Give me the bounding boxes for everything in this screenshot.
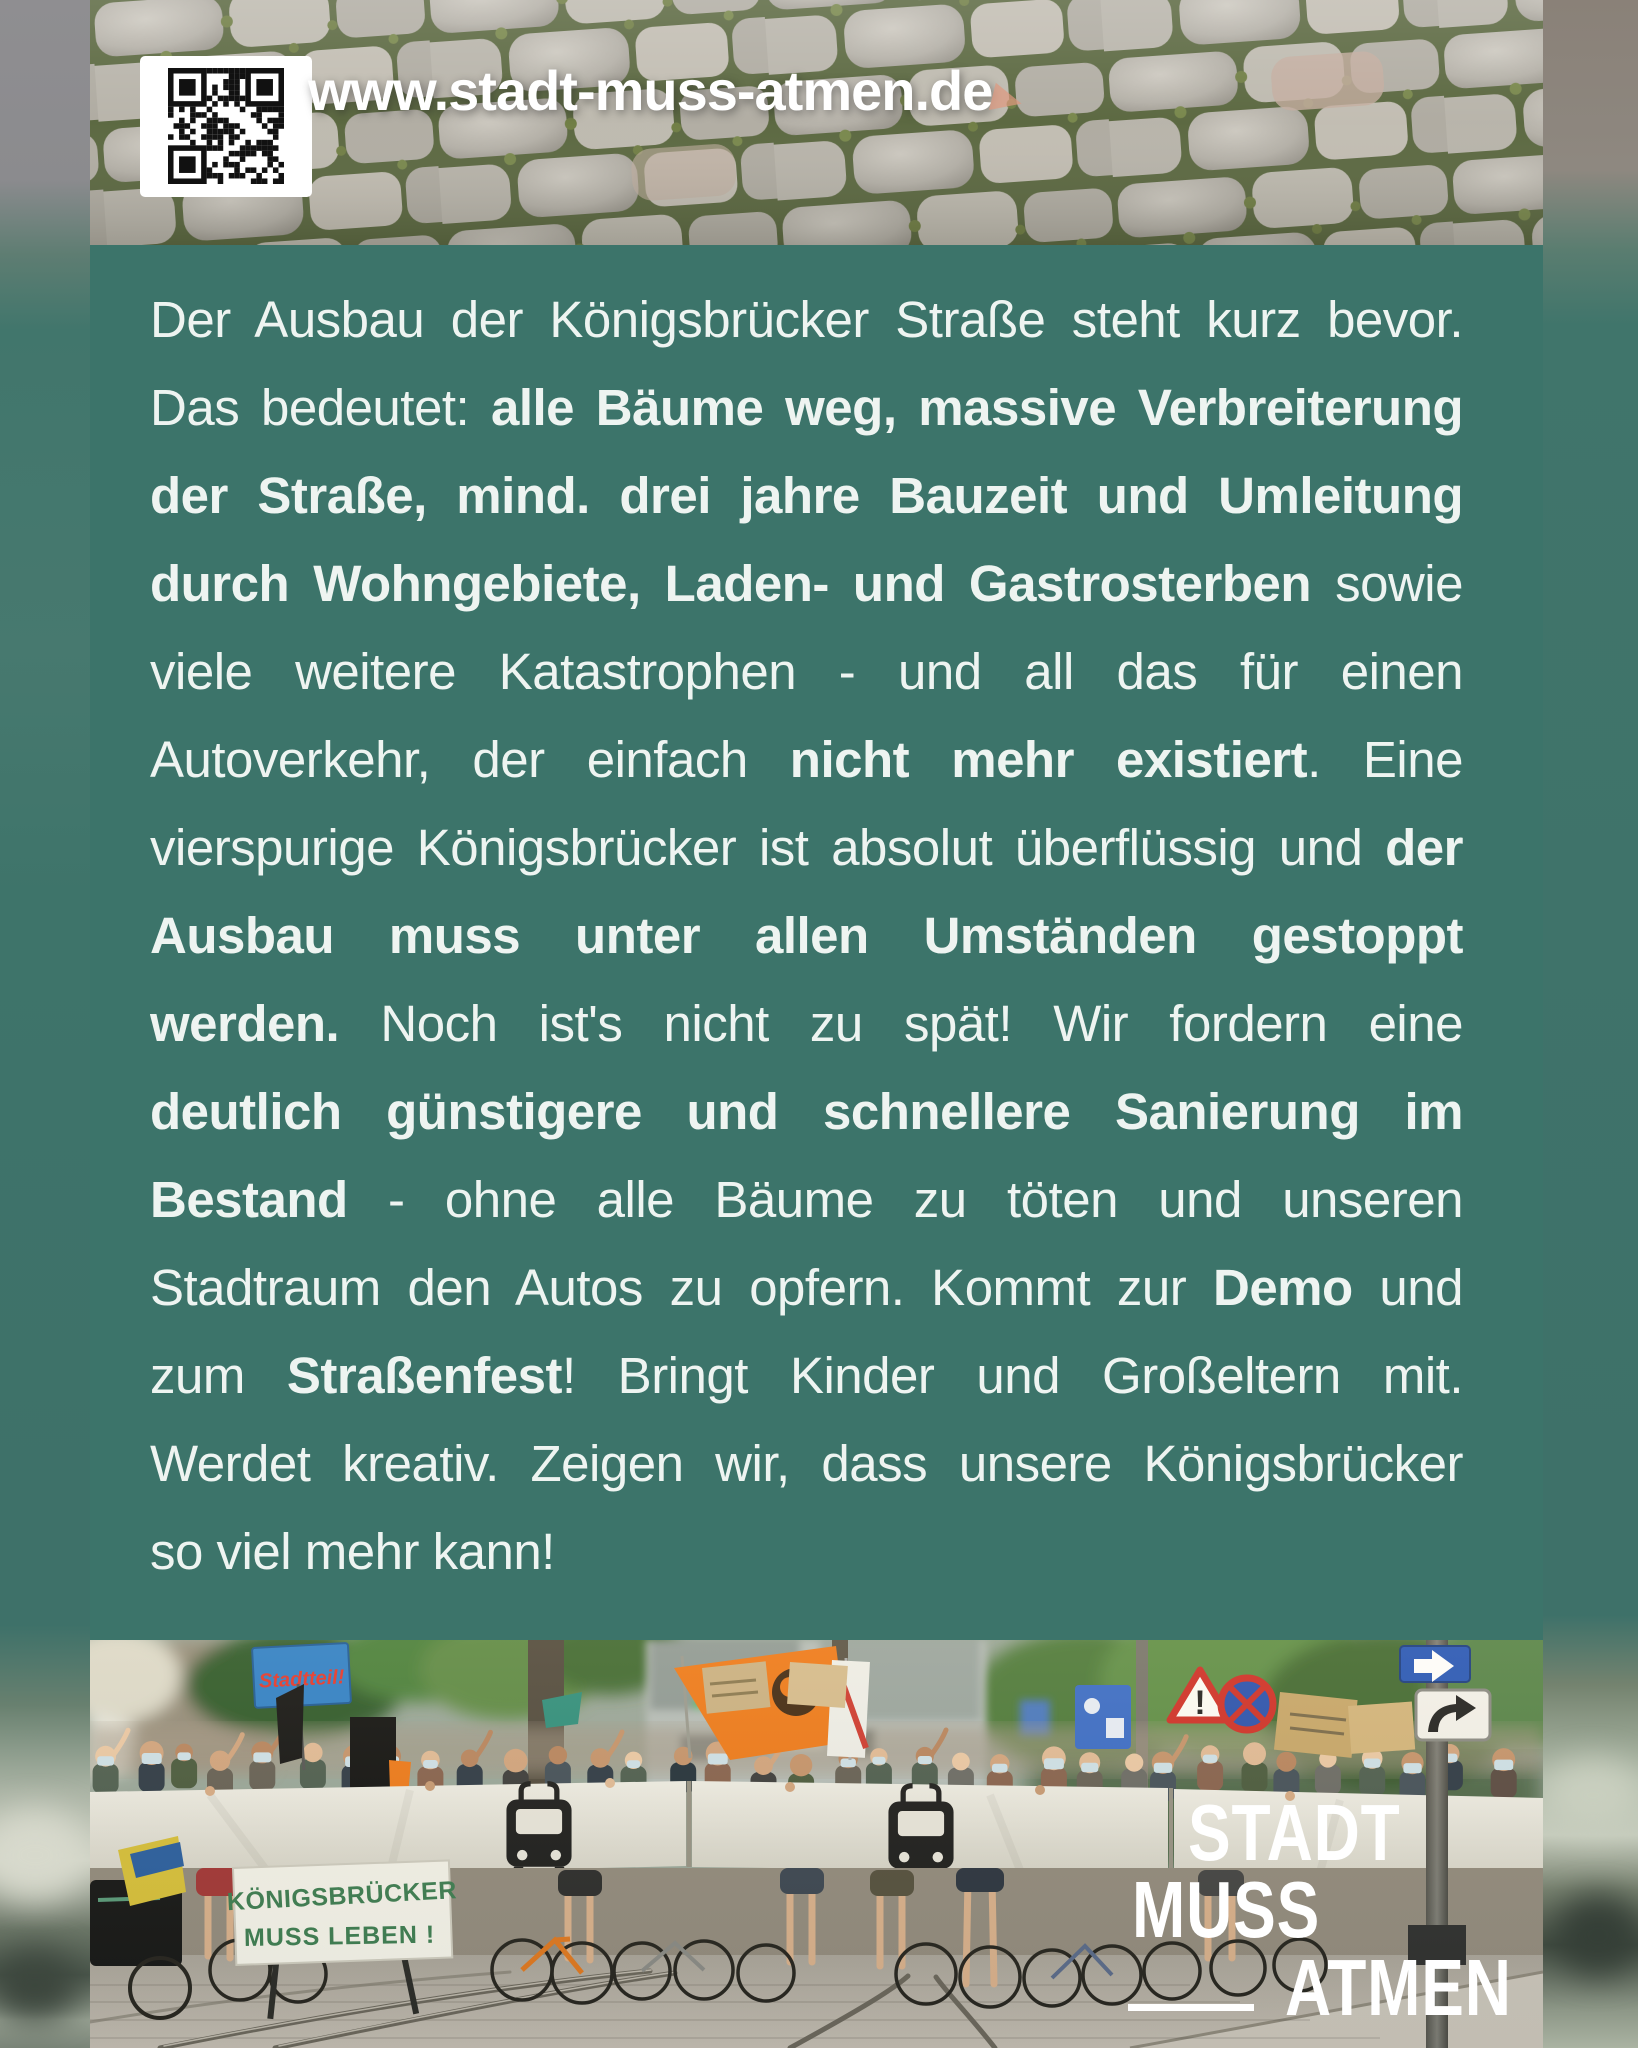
logo-underline <box>1128 2004 1254 2011</box>
body-text-line: Werdet kreativ. Zeigen wir, dass unsere Königsbrücker <box>150 1435 1463 1492</box>
url-text: www.stadt-muss-atmen.de <box>308 59 993 122</box>
body-text-line: Bestand - ohne alle Bäume zu töten und unseren <box>150 1171 1463 1228</box>
body-text-line: zum Straßenfest! Bringt Kinder und Großeltern mit. <box>150 1347 1463 1404</box>
body-text-line: Ausbau muss unter allen Umständen gestoppt <box>150 907 1463 964</box>
body-text-line: vierspurige Königsbrücker ist absolut überflüssig und der <box>150 819 1463 876</box>
body-text-line: viele weitere Katastrophen - und all das für einen <box>150 643 1463 700</box>
body-text-line: durch Wohngebiete, Laden- und Gastrosterben sowie <box>150 555 1463 612</box>
blurred-right-strip <box>1543 0 1638 2048</box>
demonstration-graphic <box>90 1640 1543 2048</box>
blurred-left-strip <box>0 0 90 2048</box>
blur-blob <box>1543 1760 1638 1830</box>
qr-code-icon <box>140 56 312 197</box>
logo-line-muss: MUSS <box>1132 1865 1321 1955</box>
body-text-line: Autoverkehr, der einfach nicht mehr existiert. Eine <box>150 731 1463 788</box>
body-text-line: Stadtraum den Autos zu opfern. Kommt zur Demo und <box>150 1259 1463 1316</box>
logo-line-atmen: ATMEN <box>1285 1943 1512 2033</box>
blur-blob <box>1553 1895 1638 1975</box>
body-text-line: der Straße, mind. drei jahre Bauzeit und Umleitung <box>150 467 1463 524</box>
blur-blob <box>0 1810 90 1900</box>
cobblestone-photo <box>90 0 1543 245</box>
demonstration-photo <box>90 1640 1543 2048</box>
flyer <box>90 0 1543 2048</box>
body-text-section <box>90 245 1543 1640</box>
body-text-line: werden. Noch ist's nicht zu spät! Wir fordern eine <box>150 995 1463 1052</box>
blur-blob <box>0 1950 80 2020</box>
body-text-line: Das bedeutet: alle Bäume weg, massive Verbreiterung <box>150 379 1463 436</box>
body-text-line: so viel mehr kann! <box>150 1523 555 1580</box>
body-paragraph <box>150 276 1463 1596</box>
body-text-line: Der Ausbau der Königsbrücker Straße steht kurz bevor. <box>150 291 1463 348</box>
logo-line-stadt: STADT <box>1188 1788 1401 1878</box>
body-text-line: deutlich günstigere und schnellere Sanierung im <box>150 1083 1463 1140</box>
